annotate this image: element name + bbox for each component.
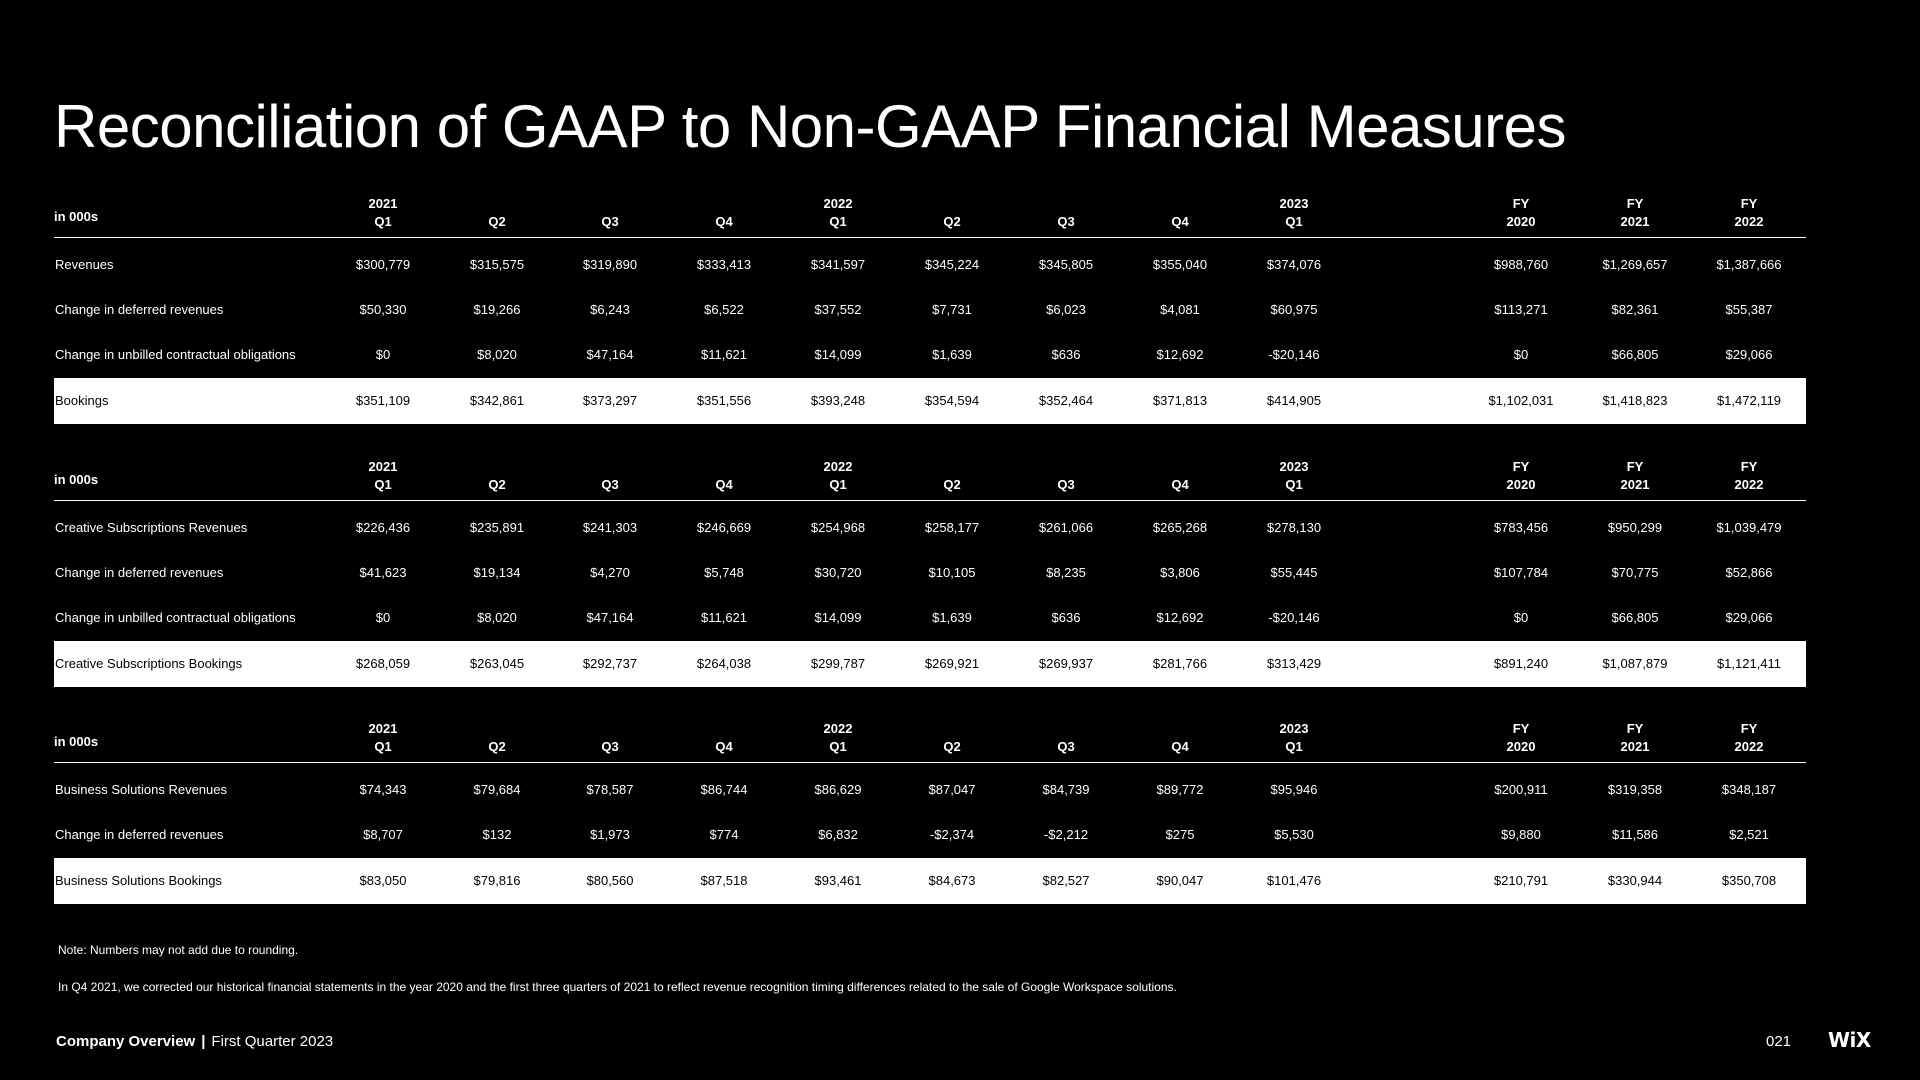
table-cell: $354,594 <box>924 393 980 408</box>
table-cell: $87,518 <box>700 873 748 888</box>
column-header <box>902 720 1002 756</box>
correction-note: In Q4 2021, we corrected our historical financial statements in the year 2020 and the first three quarters of 2021 to reflect revenue recognition timing differences related to the sale of Google Workspace solutions. <box>58 980 1177 994</box>
table-cell: $107,784 <box>1493 565 1549 580</box>
table-cell: $41,623 <box>359 565 407 580</box>
table-cell: $0 <box>1513 347 1529 362</box>
table-row <box>54 506 1806 551</box>
table-cell: $6,522 <box>704 302 744 317</box>
column-header-year <box>1016 195 1116 213</box>
column-header <box>902 458 1002 494</box>
table-cell: $783,456 <box>1493 520 1549 535</box>
table-cell: $90,047 <box>1156 873 1204 888</box>
table-cell: $1,039,479 <box>1716 520 1782 535</box>
column-header-period: Q1 <box>829 477 847 492</box>
table-cell: $29,066 <box>1725 610 1773 625</box>
table-row <box>54 551 1806 596</box>
table-cell: $0 <box>375 610 391 625</box>
table-cell: $341,597 <box>810 257 866 272</box>
table-cell: $10,105 <box>928 565 976 580</box>
column-header <box>333 195 433 231</box>
table-cell: $374,076 <box>1266 257 1322 272</box>
column-header-period: Q1 <box>1285 739 1303 754</box>
column-header <box>560 720 660 756</box>
table-cell: $5,748 <box>704 565 744 580</box>
column-header-year <box>1130 195 1230 213</box>
table-cell: $82,527 <box>1042 873 1090 888</box>
table-cell: -$20,146 <box>1268 610 1320 625</box>
table-row <box>54 333 1806 378</box>
table-cell: $1,472,119 <box>1716 393 1782 408</box>
column-header <box>1699 195 1799 231</box>
table-cell: $313,429 <box>1266 656 1322 671</box>
column-header-year <box>674 720 774 738</box>
table-cell: $636 <box>1051 610 1081 625</box>
column-header-period: Q4 <box>715 214 733 229</box>
column-header <box>1244 720 1344 756</box>
table-cell: $351,109 <box>355 393 411 408</box>
table-cell: $6,832 <box>818 827 858 842</box>
column-header-year <box>674 458 774 476</box>
table-cell: -$20,146 <box>1268 347 1320 362</box>
column-header <box>560 458 660 494</box>
table-cell: $9,880 <box>1501 827 1541 842</box>
column-header-period: 2020 <box>1506 739 1536 754</box>
column-header-year: 2023 <box>1279 196 1309 211</box>
table-cell: $113,271 <box>1494 302 1548 317</box>
footer-separator: | <box>201 1033 206 1050</box>
table-cell: $891,240 <box>1493 656 1549 671</box>
reconciliation-table <box>54 720 1806 904</box>
table-cell: $210,791 <box>1493 873 1549 888</box>
column-header <box>788 458 888 494</box>
table-cell: $95,946 <box>1270 782 1318 797</box>
column-header-period: 2022 <box>1734 739 1764 754</box>
column-header-year <box>1130 458 1230 476</box>
table-cell: $636 <box>1051 347 1081 362</box>
footer-period: First Quarter 2023 <box>211 1033 334 1050</box>
table-cell: -$2,374 <box>929 827 975 842</box>
table-cell: $348,187 <box>1721 782 1777 797</box>
table-cell: $345,805 <box>1038 257 1094 272</box>
column-header-year <box>902 458 1002 476</box>
table-cell: $319,358 <box>1607 782 1663 797</box>
table-cell: $87,047 <box>928 782 976 797</box>
table-cell: $263,045 <box>469 656 525 671</box>
table-cell: $30,720 <box>814 565 862 580</box>
column-header-period: Q1 <box>829 739 847 754</box>
table-cell: $70,775 <box>1611 565 1659 580</box>
column-header-period: Q1 <box>374 214 392 229</box>
table-cell: $79,816 <box>473 873 521 888</box>
table-cell: $350,708 <box>1721 873 1777 888</box>
table-cell: $66,805 <box>1611 347 1659 362</box>
table-cell: $1,418,823 <box>1602 393 1668 408</box>
table-cell: $5,530 <box>1274 827 1314 842</box>
column-header-period: Q1 <box>374 477 392 492</box>
table-cell: $4,270 <box>590 565 630 580</box>
column-header-year: FY <box>1626 721 1644 736</box>
table-cell: $1,973 <box>590 827 630 842</box>
column-header-year <box>1016 720 1116 738</box>
table-cell: $6,023 <box>1046 302 1086 317</box>
table-cell: $319,890 <box>582 257 638 272</box>
table-cell: $241,303 <box>582 520 638 535</box>
column-header-year: 2022 <box>823 721 853 736</box>
table-cell: $265,268 <box>1152 520 1208 535</box>
table-cell: $414,905 <box>1266 393 1322 408</box>
row-label: Change in unbilled contractual obligations <box>55 347 296 362</box>
table-cell: -$2,212 <box>1043 827 1089 842</box>
column-header <box>1244 458 1344 494</box>
table-cell: $269,937 <box>1038 656 1094 671</box>
column-header-year <box>560 458 660 476</box>
row-label: Business Solutions Revenues <box>55 782 227 797</box>
column-header-year: FY <box>1626 196 1644 211</box>
table-cell: $355,040 <box>1152 257 1208 272</box>
table-cell: $235,891 <box>469 520 525 535</box>
table-cell: $278,130 <box>1266 520 1322 535</box>
column-header <box>1585 195 1685 231</box>
table-cell: $1,269,657 <box>1602 257 1668 272</box>
table-cell: $47,164 <box>586 610 634 625</box>
column-header-period: Q3 <box>1057 477 1075 492</box>
total-row <box>54 858 1806 904</box>
unit-label: in 000s <box>54 472 99 487</box>
table-cell: $8,020 <box>477 347 517 362</box>
row-label: Revenues <box>55 257 114 272</box>
table-cell: $8,707 <box>363 827 403 842</box>
table-cell: $29,066 <box>1725 347 1773 362</box>
column-header <box>674 195 774 231</box>
column-header-period: Q4 <box>715 477 733 492</box>
table-cell: $84,673 <box>928 873 976 888</box>
rounding-note: Note: Numbers may not add due to rounding. <box>58 943 299 957</box>
table-header <box>54 195 1806 238</box>
column-header <box>447 195 547 231</box>
table-cell: $82,361 <box>1611 302 1659 317</box>
row-label: Creative Subscriptions Bookings <box>55 656 243 671</box>
table-cell: $0 <box>1513 610 1529 625</box>
table-cell: $345,224 <box>924 257 980 272</box>
table-cell: $268,059 <box>355 656 411 671</box>
table-cell: $47,164 <box>586 347 634 362</box>
column-header-year: FY <box>1512 459 1530 474</box>
table-cell: $371,813 <box>1152 393 1208 408</box>
row-label: Change in unbilled contractual obligations <box>55 610 296 625</box>
table-cell: $6,243 <box>590 302 630 317</box>
column-header-year <box>674 195 774 213</box>
column-header <box>1130 195 1230 231</box>
table-cell: $292,737 <box>582 656 638 671</box>
column-header-period: Q1 <box>374 739 392 754</box>
column-header <box>1016 195 1116 231</box>
column-header-period: Q3 <box>1057 214 1075 229</box>
column-header-period: Q4 <box>1171 214 1189 229</box>
column-header-year <box>447 195 547 213</box>
table-cell: $83,050 <box>359 873 407 888</box>
table-cell: $4,081 <box>1160 302 1200 317</box>
table-cell: $52,866 <box>1725 565 1773 580</box>
row-label: Bookings <box>55 393 109 408</box>
table-cell: $8,235 <box>1046 565 1086 580</box>
column-header-year: FY <box>1512 721 1530 736</box>
column-header-period: Q2 <box>488 739 506 754</box>
table-cell: $254,968 <box>810 520 866 535</box>
column-header <box>788 720 888 756</box>
column-header-period: Q2 <box>943 477 961 492</box>
table-cell: $264,038 <box>696 656 752 671</box>
column-header <box>1130 458 1230 494</box>
column-header <box>674 458 774 494</box>
row-label: Creative Subscriptions Revenues <box>55 520 248 535</box>
table-cell: $352,464 <box>1038 393 1094 408</box>
table-cell: $300,779 <box>355 257 411 272</box>
table-cell: $1,639 <box>932 610 972 625</box>
column-header <box>333 720 433 756</box>
column-header-year <box>1130 720 1230 738</box>
row-label: Change in deferred revenues <box>55 827 224 842</box>
column-header-year <box>560 195 660 213</box>
table-cell: $1,387,666 <box>1716 257 1782 272</box>
column-header <box>902 195 1002 231</box>
column-header-period: 2021 <box>1620 214 1650 229</box>
table-cell: $226,436 <box>355 520 411 535</box>
column-header-period: Q2 <box>488 214 506 229</box>
table-cell: $1,102,031 <box>1488 393 1554 408</box>
column-header <box>1016 720 1116 756</box>
column-header-year: FY <box>1740 721 1758 736</box>
table-cell: $261,066 <box>1038 520 1094 535</box>
column-header <box>1016 458 1116 494</box>
table-cell: $8,020 <box>477 610 517 625</box>
column-header-year: 2022 <box>823 459 853 474</box>
table-cell: $93,461 <box>814 873 862 888</box>
table-row <box>54 596 1806 641</box>
table-cell: $11,621 <box>700 347 748 362</box>
column-header-period: 2022 <box>1734 477 1764 492</box>
table-cell: $11,621 <box>700 610 748 625</box>
column-header <box>1699 458 1799 494</box>
table-cell: $330,944 <box>1607 873 1663 888</box>
table-cell: $258,177 <box>924 520 980 535</box>
footer <box>56 1033 333 1050</box>
table-cell: $988,760 <box>1493 257 1549 272</box>
column-header-year: 2021 <box>368 196 398 211</box>
table-row <box>54 768 1806 813</box>
table-cell: $1,087,879 <box>1602 656 1668 671</box>
page-number: 021 <box>1766 1033 1792 1050</box>
table-cell: $14,099 <box>814 347 862 362</box>
column-header-year: 2023 <box>1279 721 1309 736</box>
column-header-period: Q1 <box>829 214 847 229</box>
table-cell: $200,911 <box>1494 782 1548 797</box>
table-cell: $84,739 <box>1042 782 1090 797</box>
table-cell: $132 <box>482 827 512 842</box>
unit-label: in 000s <box>54 734 99 749</box>
table-cell: $281,766 <box>1152 656 1208 671</box>
column-header <box>1130 720 1230 756</box>
column-header-period: Q3 <box>601 214 619 229</box>
table-header <box>54 458 1806 501</box>
column-header-period: Q3 <box>601 739 619 754</box>
column-header-period: 2021 <box>1620 477 1650 492</box>
column-header-period: Q1 <box>1285 214 1303 229</box>
column-header-period: Q3 <box>1057 739 1075 754</box>
table-cell: $12,692 <box>1156 610 1204 625</box>
column-header-period: 2020 <box>1506 477 1536 492</box>
table-cell: $78,587 <box>586 782 634 797</box>
total-row <box>54 641 1806 687</box>
column-header-year: 2021 <box>368 721 398 736</box>
table-cell: $351,556 <box>696 393 752 408</box>
column-header-period: Q2 <box>943 214 961 229</box>
total-row <box>54 378 1806 424</box>
column-header-year <box>560 720 660 738</box>
table-cell: $12,692 <box>1156 347 1204 362</box>
table-cell: $55,445 <box>1270 565 1318 580</box>
page-title: Reconciliation of GAAP to Non-GAAP Financial Measures <box>54 93 1567 160</box>
column-header-period: 2020 <box>1506 214 1536 229</box>
table-cell: $101,476 <box>1266 873 1322 888</box>
column-header-period: Q3 <box>601 477 619 492</box>
table-cell: $393,248 <box>810 393 866 408</box>
table-cell: $19,266 <box>473 302 521 317</box>
column-header-year <box>902 195 1002 213</box>
table-cell: $269,921 <box>924 656 980 671</box>
column-header-year: FY <box>1740 196 1758 211</box>
table-cell: $66,805 <box>1611 610 1659 625</box>
column-header <box>333 458 433 494</box>
table-cell: $80,560 <box>586 873 634 888</box>
unit-label: in 000s <box>54 209 99 224</box>
table-cell: $342,861 <box>469 393 525 408</box>
column-header-year: 2021 <box>368 459 398 474</box>
table-cell: $60,975 <box>1270 302 1318 317</box>
column-header-year <box>447 458 547 476</box>
row-label: Change in deferred revenues <box>55 302 224 317</box>
column-header <box>447 458 547 494</box>
wix-logo: WiX <box>1828 1028 1871 1052</box>
table-cell: $1,639 <box>932 347 972 362</box>
column-header <box>1699 720 1799 756</box>
reconciliation-table <box>54 458 1806 687</box>
table-cell: $299,787 <box>810 656 866 671</box>
column-header <box>560 195 660 231</box>
table-cell: $774 <box>709 827 739 842</box>
table-cell: $55,387 <box>1725 302 1773 317</box>
column-header <box>1471 195 1571 231</box>
column-header <box>1585 458 1685 494</box>
column-header-period: Q1 <box>1285 477 1303 492</box>
column-header-year: 2022 <box>823 196 853 211</box>
table-row <box>54 243 1806 288</box>
table-cell: $89,772 <box>1156 782 1204 797</box>
column-header <box>1244 195 1344 231</box>
table-cell: $1,121,411 <box>1716 656 1782 671</box>
column-header-period: 2022 <box>1734 214 1764 229</box>
row-label: Business Solutions Bookings <box>55 873 222 888</box>
table-cell: $950,299 <box>1607 520 1663 535</box>
table-cell: $86,629 <box>814 782 862 797</box>
row-label: Change in deferred revenues <box>55 565 224 580</box>
table-header <box>54 720 1806 763</box>
column-header <box>447 720 547 756</box>
column-header-year: 2023 <box>1279 459 1309 474</box>
table-cell: $11,586 <box>1611 827 1659 842</box>
table-cell: $315,575 <box>469 257 525 272</box>
column-header-period: Q4 <box>1171 739 1189 754</box>
table-cell: $0 <box>375 347 391 362</box>
column-header <box>1585 720 1685 756</box>
table-cell: $2,521 <box>1729 827 1769 842</box>
table-cell: $37,552 <box>814 302 862 317</box>
column-header-year: FY <box>1626 459 1644 474</box>
column-header-period: Q4 <box>1171 477 1189 492</box>
table-cell: $7,731 <box>932 302 972 317</box>
table-row <box>54 813 1806 858</box>
table-cell: $246,669 <box>696 520 752 535</box>
table-cell: $86,744 <box>700 782 748 797</box>
column-header <box>788 195 888 231</box>
table-cell: $275 <box>1165 827 1195 842</box>
column-header-period: 2021 <box>1620 739 1650 754</box>
footer-company: Company Overview <box>56 1033 196 1050</box>
table-cell: $373,297 <box>582 393 638 408</box>
column-header-period: Q4 <box>715 739 733 754</box>
column-header-year <box>1016 458 1116 476</box>
column-header-period: Q2 <box>488 477 506 492</box>
column-header-year <box>902 720 1002 738</box>
table-cell: $14,099 <box>814 610 862 625</box>
column-header-year: FY <box>1740 459 1758 474</box>
table-cell: $3,806 <box>1160 565 1200 580</box>
column-header-year: FY <box>1512 196 1530 211</box>
column-header <box>1471 720 1571 756</box>
table-cell: $333,413 <box>696 257 752 272</box>
column-header-year <box>447 720 547 738</box>
reconciliation-table <box>54 195 1806 424</box>
column-header-period: Q2 <box>943 739 961 754</box>
table-cell: $19,134 <box>473 565 521 580</box>
table-row <box>54 288 1806 333</box>
table-cell: $79,684 <box>473 782 521 797</box>
column-header <box>1471 458 1571 494</box>
table-cell: $74,343 <box>359 782 407 797</box>
column-header <box>674 720 774 756</box>
table-cell: $50,330 <box>359 302 407 317</box>
